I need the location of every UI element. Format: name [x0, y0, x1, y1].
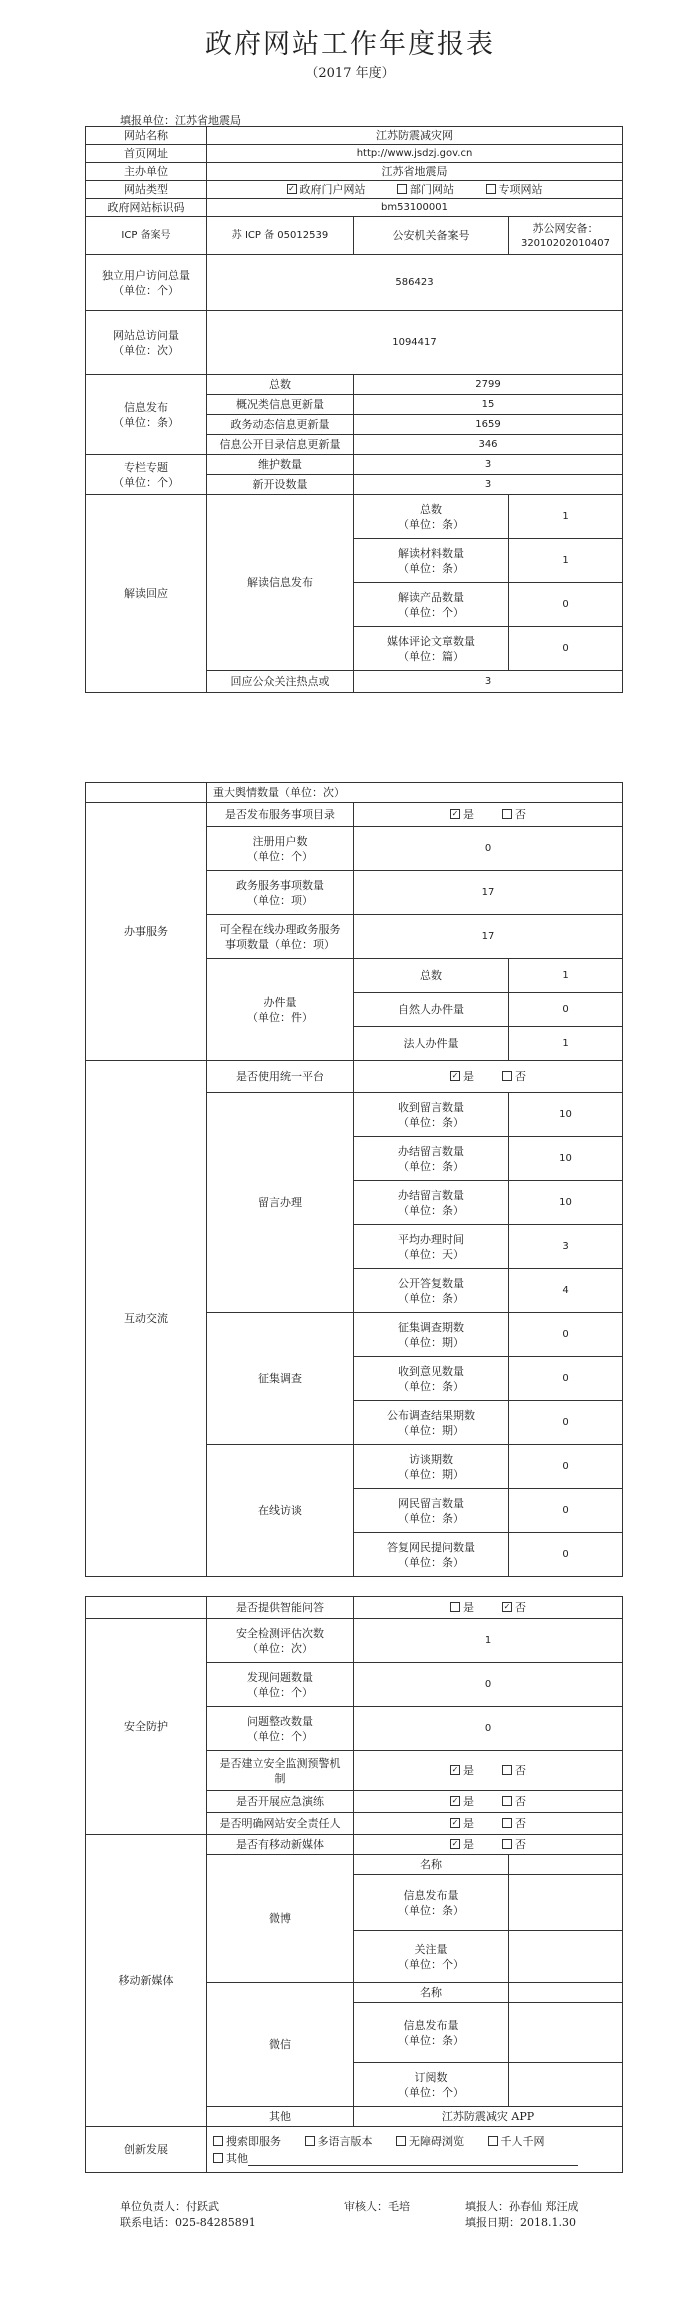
- value: 3: [509, 1225, 623, 1269]
- label: 公安机关备案号: [354, 217, 509, 255]
- value: 1: [509, 539, 623, 583]
- checkbox-icon[interactable]: [488, 2136, 498, 2146]
- label: 信息发布量 （单位：条）: [354, 2003, 509, 2063]
- label: 信息发布量 （单位：条）: [354, 1875, 509, 1931]
- value: 0: [509, 1313, 623, 1357]
- checkbox-icon[interactable]: [450, 1071, 460, 1081]
- label: 首页网址: [86, 145, 207, 163]
- checkbox-icon[interactable]: [397, 184, 407, 194]
- label: 政务服务事项数量 （单位：项）: [207, 871, 354, 915]
- icp-number: 苏 ICP 备 05012539: [207, 217, 354, 255]
- reviewer: 审核人：毛培: [344, 2200, 410, 2213]
- value: 0: [509, 1533, 623, 1577]
- value: 17: [354, 871, 623, 915]
- special-label: 专栏专题 （单位：个）: [86, 455, 207, 495]
- info-label: 信息发布 （单位：条）: [86, 375, 207, 455]
- label: 发现问题数量 （单位：个）: [207, 1663, 354, 1707]
- value: 0: [354, 827, 623, 871]
- label: 征集调查: [207, 1313, 354, 1445]
- label: 是否明确网站安全责任人: [207, 1813, 354, 1835]
- checkbox-icon[interactable]: [396, 2136, 406, 2146]
- value: 0: [509, 627, 623, 671]
- label: 公开答复数量 （单位：条）: [354, 1269, 509, 1313]
- value: 3: [354, 671, 623, 693]
- report-table-part1: [85, 126, 623, 693]
- label: 公布调查结果期数 （单位：期）: [354, 1401, 509, 1445]
- checkbox-icon[interactable]: [450, 1602, 460, 1612]
- innovation-label: 创新发展: [86, 2127, 207, 2173]
- value: 江苏防震减灾 APP: [354, 2107, 623, 2127]
- innovation-options: 搜索即服务 多语言版本 无障碍浏览 千人千网 其他: [207, 2127, 623, 2173]
- label: 网站总访问量 （单位：次）: [86, 311, 207, 375]
- report-year: （2017 年度）: [305, 66, 395, 81]
- page-title: 政府网站工作年度报表: [205, 29, 495, 60]
- label: 留言办理: [207, 1093, 354, 1313]
- blank: [86, 1597, 207, 1619]
- value: 0: [354, 1663, 623, 1707]
- uv-value: 586423: [207, 255, 623, 311]
- value: [509, 2063, 623, 2107]
- filler-unit: 填报单位：江苏省地震局: [120, 114, 241, 127]
- value: 10: [509, 1093, 623, 1137]
- owner-choice: ✓ 是 否: [354, 1813, 623, 1835]
- site-type: [207, 181, 623, 199]
- fill-line[interactable]: [248, 2155, 578, 2166]
- value: 0: [509, 1357, 623, 1401]
- site-name: 江苏防震减灾网: [207, 127, 623, 145]
- value: [509, 1931, 623, 1983]
- value: 1: [354, 1619, 623, 1663]
- label: 总数: [354, 959, 509, 993]
- label: 安全检测评估次数 （单位：次）: [207, 1619, 354, 1663]
- label: 是否建立安全监测预警机 制: [207, 1751, 354, 1791]
- checkbox-icon[interactable]: [213, 2136, 223, 2146]
- mobile-label: 移动新媒体: [86, 1835, 207, 2127]
- label: 解读产品数量 （单位：个）: [354, 583, 509, 627]
- police-number: 苏公网安备： 32010202010407: [509, 217, 623, 255]
- label: 法人办件量: [354, 1027, 509, 1061]
- label: 是否使用统一平台: [207, 1061, 354, 1093]
- option-label: 部门网站: [410, 183, 454, 196]
- label: 网站名称: [86, 127, 207, 145]
- value: 1: [509, 959, 623, 993]
- value: 0: [509, 1401, 623, 1445]
- label: 维护数量: [207, 455, 354, 475]
- option-label: 专项网站: [498, 183, 543, 196]
- label: 名称: [354, 1855, 509, 1875]
- site-id: bm53100001: [207, 199, 623, 217]
- label: 是否提供智能问答: [207, 1597, 354, 1619]
- label: 总数 （单位：条）: [354, 495, 509, 539]
- value: 0: [509, 583, 623, 627]
- checkbox-icon[interactable]: [305, 2136, 315, 2146]
- label: 名称: [354, 1983, 509, 2003]
- interpret-label: 解读回应: [86, 495, 207, 693]
- label: 办结留言数量 （单位：条）: [354, 1137, 509, 1181]
- label: 平均办理时间 （单位：天）: [354, 1225, 509, 1269]
- checkbox-icon[interactable]: [502, 1602, 512, 1612]
- label: 收到留言数量 （单位：条）: [354, 1093, 509, 1137]
- value: 3: [354, 455, 623, 475]
- label: 在线访谈: [207, 1445, 354, 1577]
- label: 解读材料数量 （单位：条）: [354, 539, 509, 583]
- label: 信息公开目录信息更新量: [207, 435, 354, 455]
- option-label: 政府门户网站: [299, 183, 366, 196]
- label: 微信: [207, 1983, 354, 2107]
- blank: [86, 783, 207, 803]
- smart-choice: 是✓ 否: [354, 1597, 623, 1619]
- label: 网站类型: [86, 181, 207, 199]
- drill-choice: ✓ 是 否: [354, 1791, 623, 1813]
- label: 征集调查期数 （单位：期）: [354, 1313, 509, 1357]
- checkbox-icon[interactable]: [502, 1818, 512, 1828]
- label: 媒体评论文章数量 （单位：篇）: [354, 627, 509, 671]
- value: 0: [509, 1445, 623, 1489]
- label: 政府网站标识码: [86, 199, 207, 217]
- service-label: 办事服务: [86, 803, 207, 1061]
- value: 2799: [354, 375, 623, 395]
- fill-date: 填报日期：2018.1.30: [465, 2216, 576, 2229]
- label: 主办单位: [86, 163, 207, 181]
- checkbox-icon[interactable]: [450, 1818, 460, 1828]
- label: 订阅数 （单位：个）: [354, 2063, 509, 2107]
- value: 3: [354, 475, 623, 495]
- value: 10: [509, 1137, 623, 1181]
- filler-person: 填报人：孙春仙 郑汪成: [465, 2200, 579, 2213]
- catalog-choice: ✓ 是 否: [354, 803, 623, 827]
- label: 其他: [207, 2107, 354, 2127]
- interpret-sub: 解读信息发布: [207, 495, 354, 671]
- label: 答复网民提问数量 （单位：条）: [354, 1533, 509, 1577]
- value: 4: [509, 1269, 623, 1313]
- value: 1: [509, 495, 623, 539]
- label: 政务动态信息更新量: [207, 415, 354, 435]
- value: [509, 2003, 623, 2063]
- label: 注册用户数 （单位：个）: [207, 827, 354, 871]
- label: 概况类信息更新量: [207, 395, 354, 415]
- label: 网民留言数量 （单位：条）: [354, 1489, 509, 1533]
- label: 自然人办件量: [354, 993, 509, 1027]
- label: 新开设数量: [207, 475, 354, 495]
- value: [509, 1855, 623, 1875]
- label: 微博: [207, 1855, 354, 1983]
- checkbox-icon[interactable]: [486, 184, 496, 194]
- value: 17: [354, 915, 623, 959]
- security-label: 安全防护: [86, 1619, 207, 1835]
- value: 0: [509, 993, 623, 1027]
- checkbox-icon[interactable]: [450, 1839, 460, 1849]
- value: 1659: [354, 415, 623, 435]
- report-table-part3: [85, 1596, 623, 2173]
- opinion-label: 重大舆情数量（单位：次）: [207, 783, 623, 803]
- value: 0: [509, 1489, 623, 1533]
- label: 办件量 （单位：件）: [207, 959, 354, 1061]
- label: 办结留言数量 （单位：条）: [354, 1181, 509, 1225]
- leader: 单位负责人：付跃武: [120, 2200, 219, 2213]
- warn-choice: ✓是 否: [354, 1751, 623, 1791]
- value: 10: [509, 1181, 623, 1225]
- label: 问题整改数量 （单位：个）: [207, 1707, 354, 1751]
- checkbox-icon[interactable]: [502, 1765, 512, 1775]
- site-url[interactable]: http://www.jsdzj.gov.cn: [207, 145, 623, 163]
- checkbox-icon[interactable]: [450, 1765, 460, 1775]
- checkbox-icon[interactable]: [502, 1071, 512, 1081]
- checkbox-icon[interactable]: [450, 809, 460, 819]
- value: 0: [354, 1707, 623, 1751]
- checkbox-icon[interactable]: [287, 184, 297, 194]
- platform-choice: ✓ 是 否: [354, 1061, 623, 1093]
- label: 是否发布服务事项目录: [207, 803, 354, 827]
- value: 346: [354, 435, 623, 455]
- value: [509, 1983, 623, 2003]
- interact-label: 互动交流: [86, 1061, 207, 1577]
- host-org: 江苏省地震局: [207, 163, 623, 181]
- mobile-choice: ✓ 是 否: [354, 1835, 623, 1855]
- pv-value: 1094417: [207, 311, 623, 375]
- label: 关注量 （单位：个）: [354, 1931, 509, 1983]
- report-table-part2: [85, 782, 623, 1577]
- value: [509, 1875, 623, 1931]
- label: 是否有移动新媒体: [207, 1835, 354, 1855]
- label: 可全程在线办理政务服务 事项数量（单位：项）: [207, 915, 354, 959]
- checkbox-icon[interactable]: [502, 1796, 512, 1806]
- checkbox-icon[interactable]: [450, 1796, 460, 1806]
- label: 总数: [207, 375, 354, 395]
- label: 回应公众关注热点或: [207, 671, 354, 693]
- label: 访谈期数 （单位：期）: [354, 1445, 509, 1489]
- value: 15: [354, 395, 623, 415]
- checkbox-icon[interactable]: [502, 1839, 512, 1849]
- checkbox-icon[interactable]: [213, 2153, 223, 2163]
- checkbox-icon[interactable]: [502, 809, 512, 819]
- phone: 联系电话：025-84285891: [120, 2216, 256, 2229]
- label: 收到意见数量 （单位：条）: [354, 1357, 509, 1401]
- label: 独立用户访问总量 （单位：个）: [86, 255, 207, 311]
- label: 是否开展应急演练: [207, 1791, 354, 1813]
- label: ICP 备案号: [86, 217, 207, 255]
- value: 1: [509, 1027, 623, 1061]
